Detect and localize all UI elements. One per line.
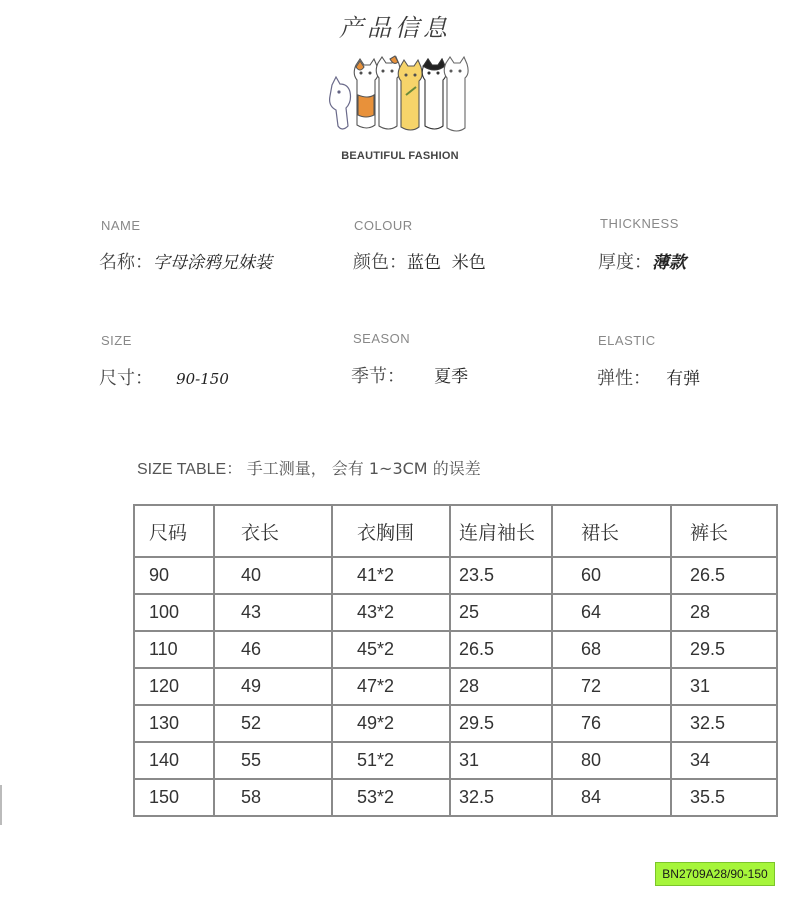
elastic-cn-label: 弹性： bbox=[597, 368, 651, 389]
cats-logo-illustration bbox=[320, 55, 470, 165]
cat-5 bbox=[422, 59, 446, 129]
cell-sleeve: 31 bbox=[450, 742, 552, 779]
cell-size: 130 bbox=[134, 705, 214, 742]
cat-1 bbox=[330, 77, 351, 129]
cell-size: 90 bbox=[134, 557, 214, 594]
cell-chest: 53*2 bbox=[332, 779, 450, 816]
elastic-en-label: ELASTIC bbox=[598, 333, 656, 348]
season-en-label: SEASON bbox=[353, 331, 411, 346]
cell-length: 52 bbox=[214, 705, 332, 742]
cell-pants-length: 32.5 bbox=[671, 705, 777, 742]
name-en-label: NAME bbox=[101, 218, 141, 233]
thickness-field bbox=[598, 248, 686, 274]
cell-size: 150 bbox=[134, 779, 214, 816]
cell-chest: 43*2 bbox=[332, 594, 450, 631]
table-row bbox=[134, 631, 777, 668]
table-row bbox=[134, 742, 777, 779]
cell-skirt-length: 60 bbox=[552, 557, 671, 594]
elastic-field bbox=[597, 364, 700, 390]
season-cn-label: 季节： bbox=[351, 366, 405, 387]
cell-chest: 41*2 bbox=[332, 557, 450, 594]
season-field bbox=[351, 362, 468, 388]
cell-chest: 45*2 bbox=[332, 631, 450, 668]
size-cn-label: 尺寸： bbox=[99, 368, 153, 389]
header-pants-length: 裤长 bbox=[671, 505, 777, 557]
thickness-cn-label: 厚度： bbox=[598, 252, 652, 273]
season-value: 夏季 bbox=[434, 367, 469, 387]
page-title: 产品信息 bbox=[339, 14, 451, 42]
cat-2 bbox=[354, 59, 378, 128]
cell-sleeve: 28 bbox=[450, 668, 552, 705]
table-row bbox=[134, 594, 777, 631]
cell-skirt-length: 72 bbox=[552, 668, 671, 705]
cell-pants-length: 31 bbox=[671, 668, 777, 705]
name-field bbox=[99, 248, 272, 274]
cell-pants-length: 35.5 bbox=[671, 779, 777, 816]
cell-length: 43 bbox=[214, 594, 332, 631]
colour-value: 蓝色 米色 bbox=[407, 253, 486, 273]
cell-size: 110 bbox=[134, 631, 214, 668]
cell-length: 46 bbox=[214, 631, 332, 668]
cell-length: 49 bbox=[214, 668, 332, 705]
header-chest: 衣胸围 bbox=[332, 505, 450, 557]
name-value: 字母涂鸦兄妹装 bbox=[153, 253, 272, 273]
cell-skirt-length: 84 bbox=[552, 779, 671, 816]
cat-3 bbox=[376, 56, 400, 129]
cat-6 bbox=[444, 57, 468, 131]
logo-caption: BEAUTIFUL FASHION bbox=[341, 150, 459, 162]
cell-pants-length: 26.5 bbox=[671, 557, 777, 594]
size-value: 90-150 bbox=[176, 370, 229, 388]
thickness-en-label: THICKNESS bbox=[600, 216, 679, 231]
cell-sleeve: 29.5 bbox=[450, 705, 552, 742]
colour-en-label: COLOUR bbox=[354, 218, 413, 233]
cell-sleeve: 25 bbox=[450, 594, 552, 631]
thickness-value: 薄款 bbox=[652, 253, 686, 273]
cell-size: 100 bbox=[134, 594, 214, 631]
cell-length: 40 bbox=[214, 557, 332, 594]
cell-sleeve: 32.5 bbox=[450, 779, 552, 816]
elastic-value: 有弹 bbox=[666, 369, 701, 389]
colour-cn-label: 颜色： bbox=[353, 252, 407, 273]
header-size: 尺码 bbox=[134, 505, 214, 557]
size-en-label: SIZE bbox=[101, 333, 132, 348]
cell-sleeve: 26.5 bbox=[450, 631, 552, 668]
cell-size: 140 bbox=[134, 742, 214, 779]
table-row bbox=[134, 668, 777, 705]
header-length: 衣长 bbox=[214, 505, 332, 557]
cell-chest: 49*2 bbox=[332, 705, 450, 742]
size-table-note-text: 手工测量， 会有 1~3CM 的误差 bbox=[246, 459, 481, 478]
cell-length: 58 bbox=[214, 779, 332, 816]
size-table-header-row bbox=[134, 505, 777, 557]
cell-pants-length: 28 bbox=[671, 594, 777, 631]
cell-size: 120 bbox=[134, 668, 214, 705]
size-table-note bbox=[137, 456, 481, 479]
cell-length: 55 bbox=[214, 742, 332, 779]
header-skirt-length: 裙长 bbox=[552, 505, 671, 557]
cell-chest: 47*2 bbox=[332, 668, 450, 705]
cat-4 bbox=[398, 60, 422, 130]
cell-skirt-length: 64 bbox=[552, 594, 671, 631]
size-table-label: SIZE TABLE： bbox=[137, 461, 243, 478]
size-field bbox=[99, 364, 229, 390]
header-sleeve: 连肩袖长 bbox=[450, 505, 552, 557]
name-cn-label: 名称： bbox=[99, 252, 153, 273]
product-code-badge: BN2709A28/90-150 bbox=[655, 862, 775, 886]
colour-field bbox=[353, 248, 486, 274]
table-row bbox=[134, 557, 777, 594]
edge-divider bbox=[0, 785, 2, 825]
cell-pants-length: 34 bbox=[671, 742, 777, 779]
cell-skirt-length: 76 bbox=[552, 705, 671, 742]
cell-skirt-length: 68 bbox=[552, 631, 671, 668]
cell-skirt-length: 80 bbox=[552, 742, 671, 779]
size-table bbox=[133, 504, 778, 817]
cell-chest: 51*2 bbox=[332, 742, 450, 779]
table-row bbox=[134, 705, 777, 742]
cell-pants-length: 29.5 bbox=[671, 631, 777, 668]
cell-sleeve: 23.5 bbox=[450, 557, 552, 594]
table-row bbox=[134, 779, 777, 816]
